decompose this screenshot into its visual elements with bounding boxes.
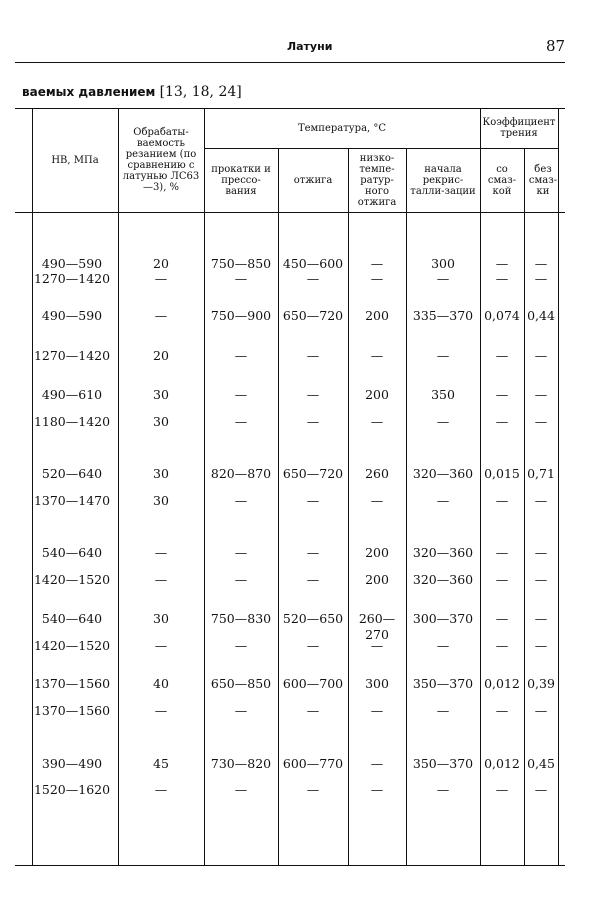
caption-text: ваемых давлением [22,85,156,99]
header-bottom-rule [15,212,565,213]
cell-machinability: 30 [153,387,169,402]
cell-low-temp: 260 [365,466,389,481]
cell-rolling: 750—900 [210,308,272,323]
cell-low-temp: — [370,271,384,286]
cell-without-lube: — [534,545,548,560]
cell-without-lube: — [534,414,548,429]
cell-annealing: — [306,782,320,797]
cell-without-lube: — [534,271,548,286]
cell-with-lube: — [495,493,509,508]
cell-rolling: — [234,348,248,363]
cell-annealing: 600—770 [282,756,344,771]
cell-without-lube: — [534,638,548,653]
column-divider [558,108,559,865]
cell-rolling: — [234,782,248,797]
cell-hb: 540—640 [41,545,103,560]
table-caption [22,84,242,100]
cell-without-lube: 0,71 [527,466,555,481]
cell-with-lube: — [495,414,509,429]
cell-without-lube: 0,44 [527,308,555,323]
cell-recrystallization: 320—360 [412,545,474,560]
cell-recrystallization: 335—370 [412,308,474,323]
cell-recrystallization: — [436,271,450,286]
cell-with-lube: 0,012 [484,756,520,771]
cell-low-temp: 200 [365,572,389,587]
cell-recrystallization: 350—370 [412,676,474,691]
header-rule [15,62,565,63]
cell-annealing: 450—600 [282,256,344,271]
cell-with-lube: 0,074 [484,308,520,323]
cell-recrystallization: — [436,348,450,363]
cell-without-lube: — [534,387,548,402]
cell-annealing: 650—720 [282,308,344,323]
cell-without-lube: — [534,348,548,363]
cell-without-lube: 0,39 [527,676,555,691]
cell-annealing: — [306,638,320,653]
column-divider [204,108,205,865]
cell-hb: 1370—1470 [33,493,111,508]
cell-annealing: — [306,348,320,363]
cell-recrystallization: 300 [431,256,455,271]
cell-hb: 390—490 [41,756,103,771]
header-low-temp-annealing: низко-темпе-ратур-ного отжига [357,152,397,208]
cell-with-lube: — [495,348,509,363]
cell-hb: 520—640 [41,466,103,481]
cell-low-temp: — [370,638,384,653]
caption-refs: [13, 18, 24] [159,84,242,100]
cell-machinability: 20 [153,348,169,363]
cell-rolling: — [234,271,248,286]
cell-recrystallization: — [436,414,450,429]
cell-hb: 1520—1620 [33,782,111,797]
column-divider [32,108,33,865]
cell-hb: 1270—1420 [33,348,111,363]
header-hb: НВ, МПа [51,154,99,166]
cell-machinability: — [154,638,168,653]
cell-with-lube: — [495,271,509,286]
cell-annealing: — [306,271,320,286]
cell-low-temp: — [370,348,384,363]
cell-hb: 490—590 [41,308,103,323]
cell-machinability: 30 [153,414,169,429]
cell-recrystallization: — [436,493,450,508]
cell-low-temp: — [370,256,384,271]
cell-with-lube: — [495,703,509,718]
cell-rolling: — [234,638,248,653]
cell-annealing: — [306,572,320,587]
cell-rolling: 820—870 [210,466,272,481]
cell-low-temp: 260—270 [358,611,396,642]
column-divider [480,108,481,865]
cell-machinability: — [154,782,168,797]
cell-low-temp: — [370,414,384,429]
header-recrystallization: начала рекрис-талли-зации [410,163,476,197]
cell-machinability: — [154,308,168,323]
cell-hb: 1370—1560 [33,703,111,718]
cell-with-lube: — [495,611,509,626]
cell-hb: 540—640 [41,611,103,626]
header-friction: Коэффициент трения [482,117,556,139]
cell-low-temp: 200 [365,308,389,323]
cell-without-lube: — [534,493,548,508]
cell-rolling: — [234,493,248,508]
table-bottom-rule [15,865,565,866]
column-divider [118,108,119,865]
cell-hb: 1270—1420 [33,271,111,286]
cell-hb: 1370—1560 [33,676,111,691]
cell-annealing: — [306,414,320,429]
cell-machinability: — [154,545,168,560]
cell-recrystallization: — [436,703,450,718]
cell-rolling: — [234,572,248,587]
cell-annealing: 600—700 [282,676,344,691]
cell-with-lube: — [495,545,509,560]
cell-rolling: 750—830 [210,611,272,626]
running-title: Латуни [287,40,333,53]
header-rolling: прокатки и прессо-вания [211,163,271,197]
cell-hb: 1420—1520 [33,572,111,587]
cell-low-temp: 300 [365,676,389,691]
cell-rolling: 650—850 [210,676,272,691]
cell-low-temp: 200 [365,387,389,402]
cell-recrystallization: — [436,782,450,797]
cell-machinability: 30 [153,493,169,508]
cell-without-lube: — [534,256,548,271]
cell-with-lube: — [495,638,509,653]
cell-rolling: — [234,414,248,429]
cell-low-temp: — [370,756,384,771]
cell-low-temp: — [370,703,384,718]
page-header [0,37,600,60]
cell-low-temp: — [370,782,384,797]
cell-recrystallization: 350—370 [412,756,474,771]
cell-recrystallization: 350 [431,387,455,402]
cell-low-temp: — [370,493,384,508]
cell-recrystallization: 320—360 [412,572,474,587]
cell-annealing: — [306,545,320,560]
cell-recrystallization: 320—360 [412,466,474,481]
cell-annealing: — [306,387,320,402]
header-temperature: Температура, °С [297,122,387,134]
cell-hb: 490—590 [41,256,103,271]
cell-recrystallization: 300—370 [412,611,474,626]
cell-hb: 490—610 [41,387,103,402]
cell-machinability: 30 [153,466,169,481]
cell-with-lube: — [495,256,509,271]
cell-machinability: 20 [153,256,169,271]
cell-with-lube: — [495,782,509,797]
cell-machinability: 40 [153,676,169,691]
cell-hb: 1420—1520 [33,638,111,653]
cell-machinability: 45 [153,756,169,771]
cell-with-lube: — [495,572,509,587]
cell-rolling: 730—820 [210,756,272,771]
header-with-lube: со смаз-кой [487,163,517,197]
cell-without-lube: — [534,611,548,626]
cell-rolling: 750—850 [210,256,272,271]
cell-without-lube: — [534,572,548,587]
cell-annealing: — [306,703,320,718]
cell-rolling: — [234,545,248,560]
cell-with-lube: 0,012 [484,676,520,691]
cell-with-lube: — [495,387,509,402]
cell-with-lube: 0,015 [484,466,520,481]
cell-without-lube: 0,45 [527,756,555,771]
cell-rolling: — [234,703,248,718]
cell-machinability: — [154,703,168,718]
cell-machinability: — [154,572,168,587]
cell-low-temp: 200 [365,545,389,560]
cell-machinability: 30 [153,611,169,626]
cell-recrystallization: — [436,638,450,653]
cell-annealing: 650—720 [282,466,344,481]
page-number: 87 [546,37,566,55]
cell-rolling: — [234,387,248,402]
header-annealing: отжига [293,174,333,186]
cell-machinability: — [154,271,168,286]
cell-annealing: — [306,493,320,508]
header-without-lube: без смаз-ки [528,163,558,197]
cell-without-lube: — [534,782,548,797]
header-machinability: Обрабаты-ваемость резанием (по сравнению с латунью ЛС63—3), % [122,127,200,193]
cell-hb: 1180—1420 [33,414,111,429]
cell-without-lube: — [534,703,548,718]
cell-annealing: 520—650 [282,611,344,626]
